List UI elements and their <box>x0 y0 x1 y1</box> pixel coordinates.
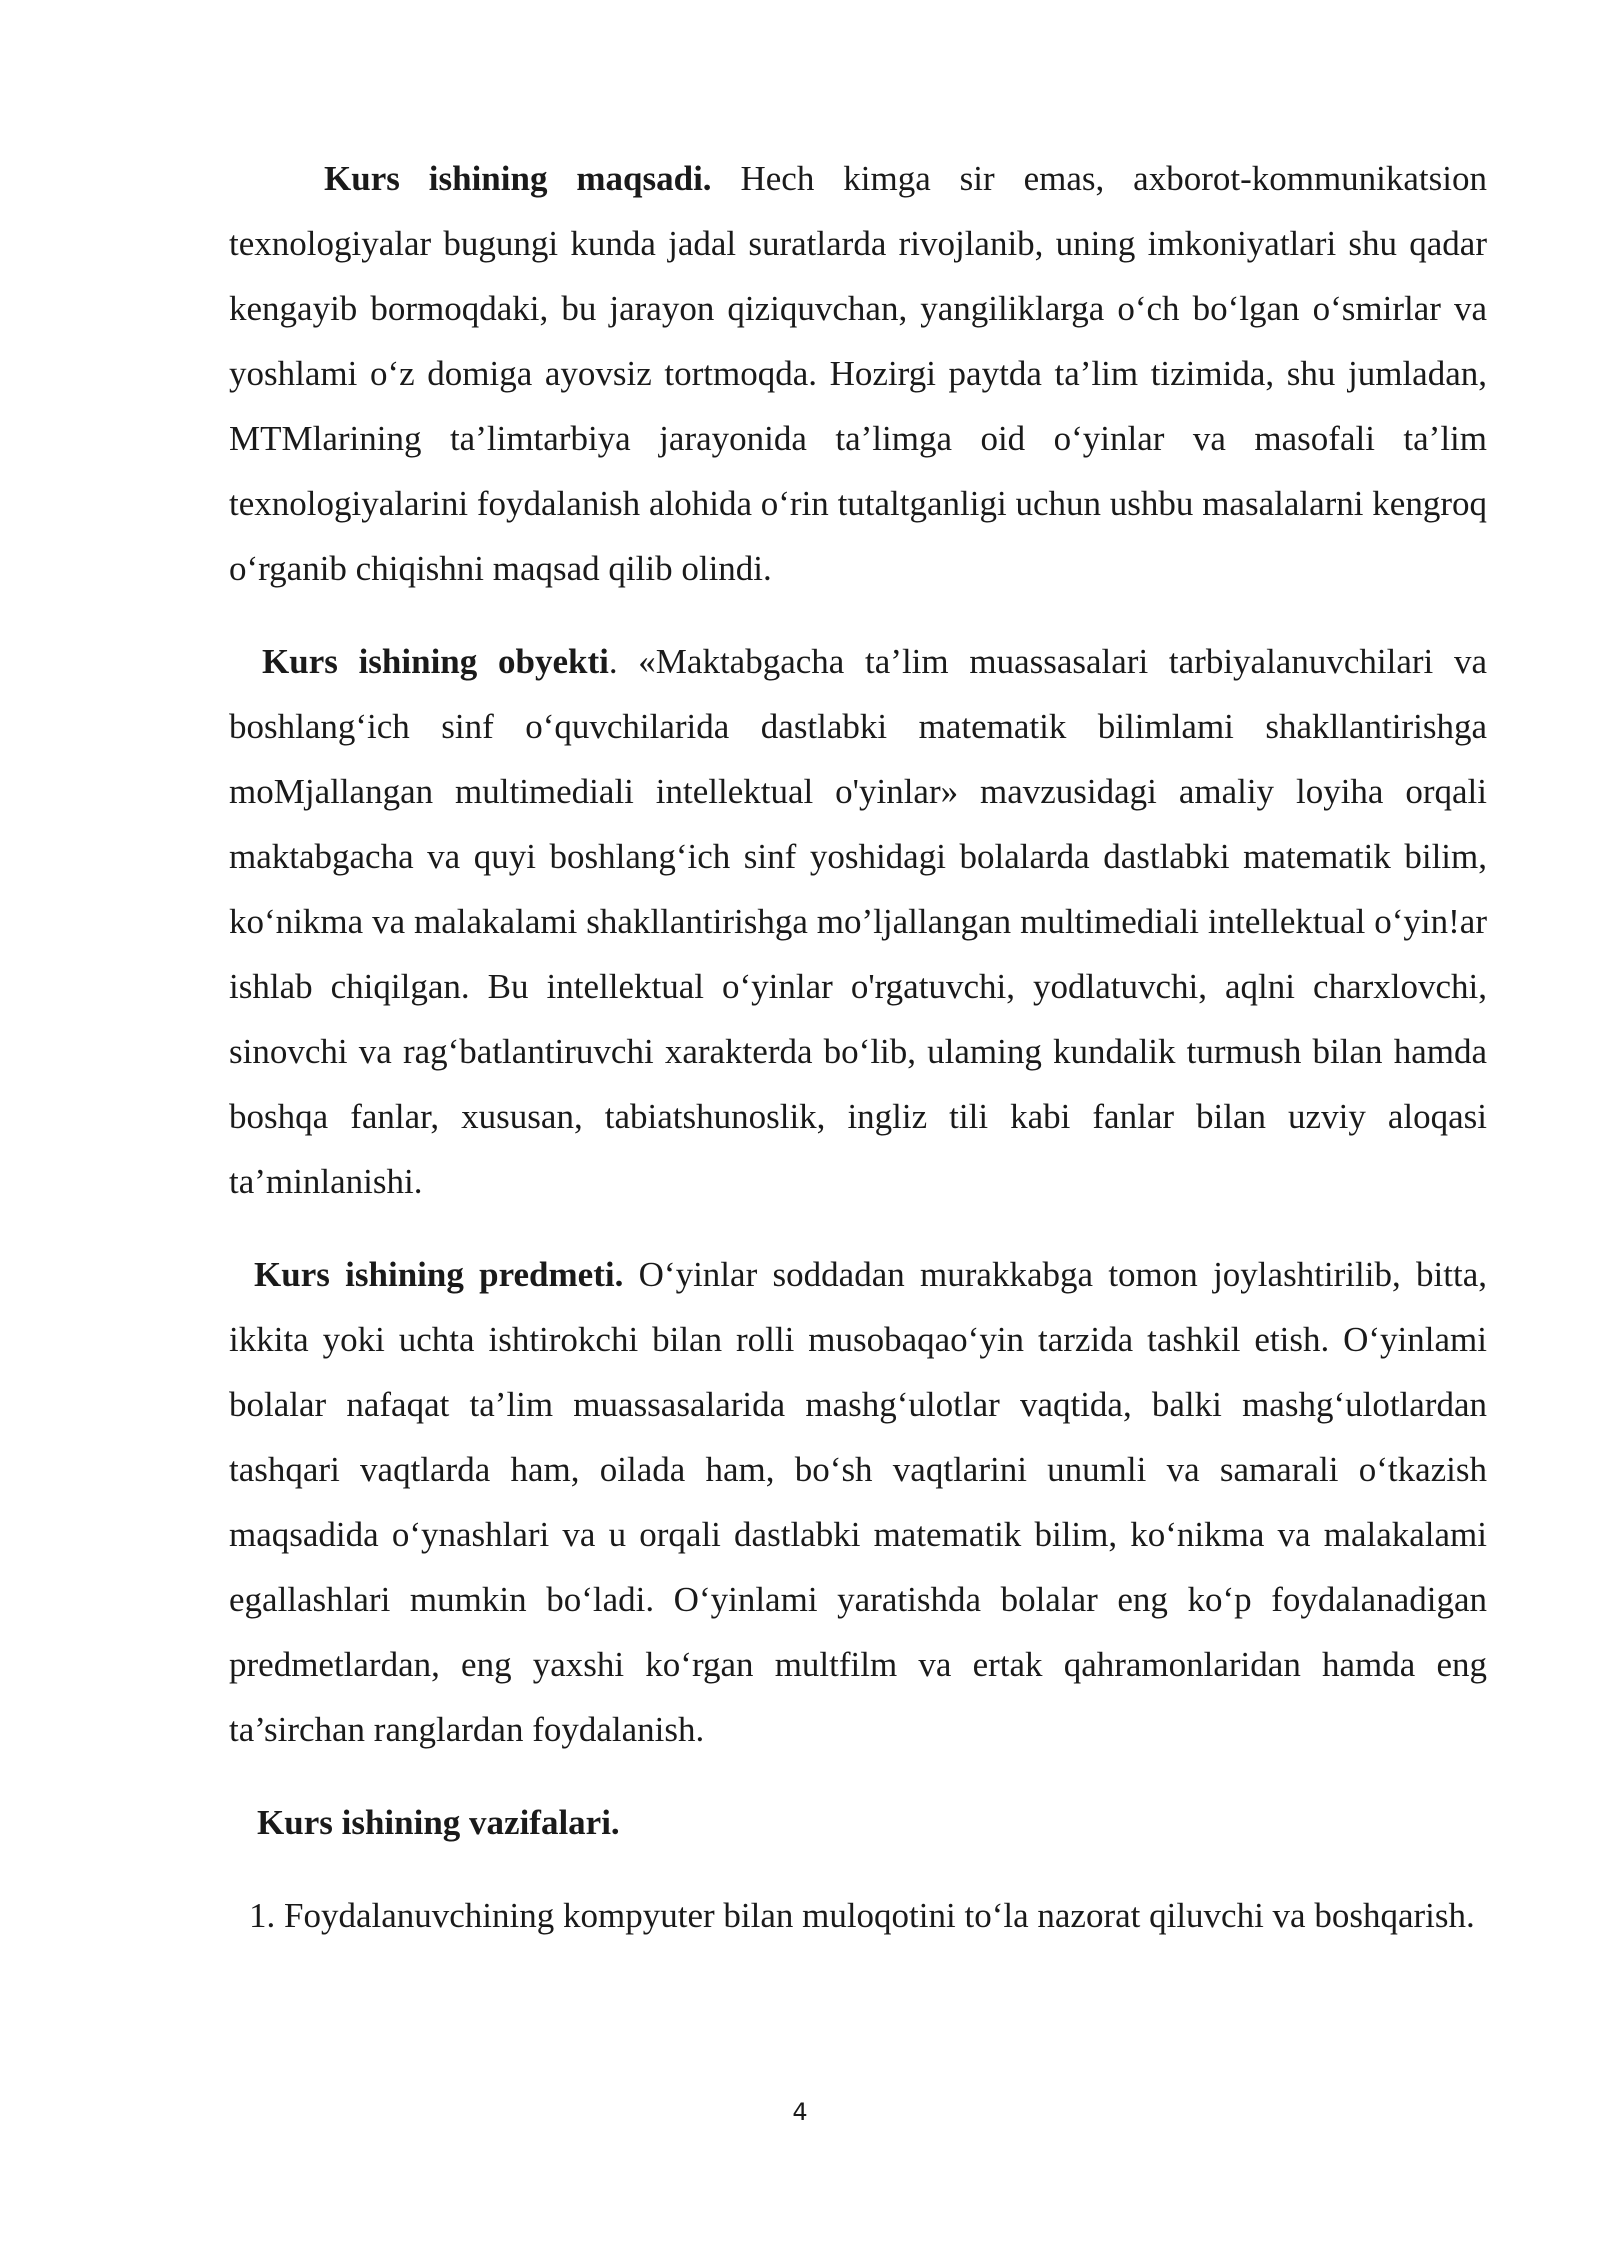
section-heading-obyekti: Kurs ishining obyekti <box>262 642 609 681</box>
paragraph-text-maqsadi: Hech kimga sir emas, axborot-kommunikatsion texnologiyalar bugungi kunda jadal suratlarda rivojlanib, uning imkoniyatlari shu qadar kengayib bormoqdaki, bu jarayon qiziquvchan, yangiliklarga o‘ch bo‘lgan o‘smirlar va yoshlami o‘z domiga ayovsiz tortmoqda. Hozirgi paytda ta’lim tizimida, shu jumladan, MTMlarining ta’limtarbiya jarayonida ta’limga oid o‘yinlar va masofali ta’lim texnologiyalarini foydalanish alohida o‘rin tutaltganligi uchun ushbu masalalarni kengroq o‘rganib chiqishni maqsad qilib olindi. <box>229 159 1487 588</box>
paragraph-maqsadi <box>229 146 1487 601</box>
section-heading-vazifalari: Kurs ishining vazifalari. <box>257 1803 620 1842</box>
paragraph-obyekti <box>229 629 1487 1214</box>
list-item-1 <box>229 1883 1487 1948</box>
page-number: 4 <box>792 2098 808 2126</box>
paragraph-text-predmeti: O‘yinlar soddadan murakkabga tomon joylashtirilib, bitta, ikkita yoki uchta ishtirokchi bilan rolli musobaqao‘yin tarzida tashkil etish. O‘yinlami bolalar nafaqat ta’lim muassasalarida mashg‘ulotlar vaqtida, balki mashg‘ulotlardan tashqari vaqtlarda ham, oilada ham, bo‘sh vaqtlarini unumli va samarali o‘tkazish maqsadida o‘ynashlari va u orqali dastlabki matematik bilim, ko‘nikma va malakalami egallashlari mumkin bo‘ladi. O‘yinlami yaratishda bolalar eng ko‘p foydalanadigan predmetlardan, eng yaxshi ko‘rgan multfilm va ertak qahramonlaridan hamda eng ta’sirchan ranglardan foydalanish. <box>229 1255 1487 1749</box>
list-item-text: 1. Foydalanuvchining kompyuter bilan muloqotini to‘la nazorat qiluvchi va boshqarish. <box>249 1896 1475 1935</box>
paragraph-vazifalari <box>229 1790 1487 1855</box>
document-body <box>229 146 1487 1948</box>
section-heading-maqsadi: Kurs ishining maqsadi. <box>324 159 712 198</box>
paragraph-text-obyekti: . «Maktabgacha ta’lim muassasalari tarbiyalanuvchilari va boshlang‘ich sinf o‘quvchilarida dastlabki matematik bilimlami shakllantirishga moMjallangan multimediali intellektual o'yinlar» mavzusidagi amaliy loyiha orqali maktabgacha va quyi boshlang‘ich sinf yoshidagi bolalarda dastlabki matematik bilim, ko‘nikma va malakalami shakllantirishga mo’ljallangan multimediali intellektual o‘yin!ar ishlab chiqilgan. Bu intellektual o‘yinlar o'rgatuvchi, yodlatuvchi, aqlni charxlovchi, sinovchi va rag‘batlantiruvchi xarakterda bo‘lib, ulaming kundalik turmush bilan hamda boshqa fanlar, xususan, tabiatshunoslik, ingliz tili kabi fanlar bilan uzviy aloqasi ta’minlanishi. <box>229 642 1487 1201</box>
section-heading-predmeti: Kurs ishining predmeti. <box>254 1255 624 1294</box>
paragraph-predmeti <box>229 1242 1487 1762</box>
